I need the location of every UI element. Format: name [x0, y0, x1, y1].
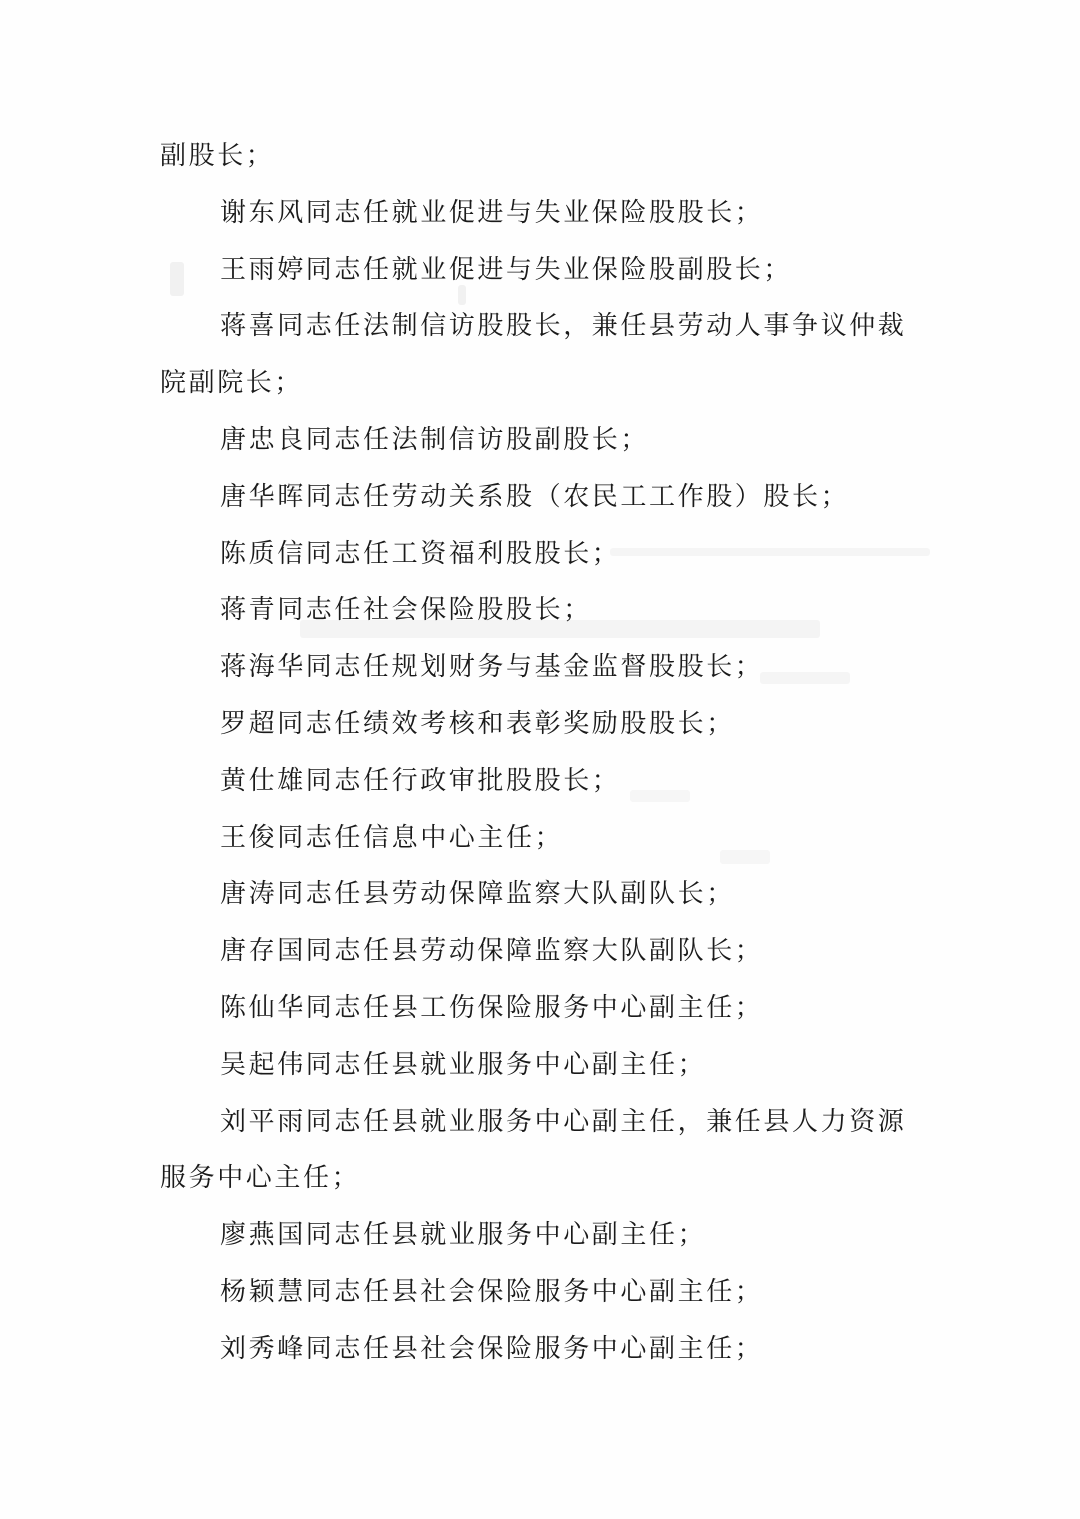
appointment-line: 蒋青同志任社会保险股股长；	[220, 595, 592, 626]
appointment-line: 蒋海华同志任规划财务与基金监督股股长；	[220, 652, 764, 683]
appointment-line: 唐忠良同志任法制信访股副股长；	[220, 424, 650, 455]
appointment-line: 陈质信同志任工资福利股股长；	[220, 538, 621, 569]
appointment-line: 杨颖慧同志任县社会保险服务中心副主任；	[220, 1276, 764, 1307]
appointment-line: 唐华晖同志任劳动关系股（农民工工作股）股长；	[220, 481, 850, 512]
appointment-line: 吴起伟同志任县就业服务中心副主任；	[220, 1049, 707, 1080]
paragraph-continuation: 副股长；	[160, 141, 275, 171]
appointment-line: 刘秀峰同志任县社会保险服务中心副主任；	[220, 1333, 764, 1364]
appointment-line: 刘平雨同志任县就业服务中心副主任，兼任县人力资源服务中心主任；	[160, 1106, 907, 1194]
appointment-line: 罗超同志任绩效考核和表彰奖励股股长；	[220, 708, 735, 739]
appointment-line: 唐存国同志任县劳动保障监察大队副队长；	[220, 936, 764, 967]
appointment-line: 陈仙华同志任县工伤保险服务中心副主任；	[220, 992, 764, 1023]
appointment-line: 谢东风同志任就业促进与失业保险股股长；	[220, 197, 764, 228]
appointment-line: 廖燕国同志任县就业服务中心副主任；	[220, 1220, 707, 1251]
appointment-line: 王俊同志任信息中心主任；	[220, 822, 564, 853]
document-body	[160, 128, 920, 1378]
appointment-line: 黄仕雄同志任行政审批股股长；	[220, 765, 621, 796]
appointment-line: 王雨婷同志任就业促进与失业保险股副股长；	[220, 254, 793, 285]
appointment-line: 唐涛同志任县劳动保障监察大队副队长；	[220, 879, 735, 910]
appointment-line: 蒋喜同志任法制信访股股长，兼任县劳动人事争议仲裁院副院长；	[160, 311, 907, 399]
